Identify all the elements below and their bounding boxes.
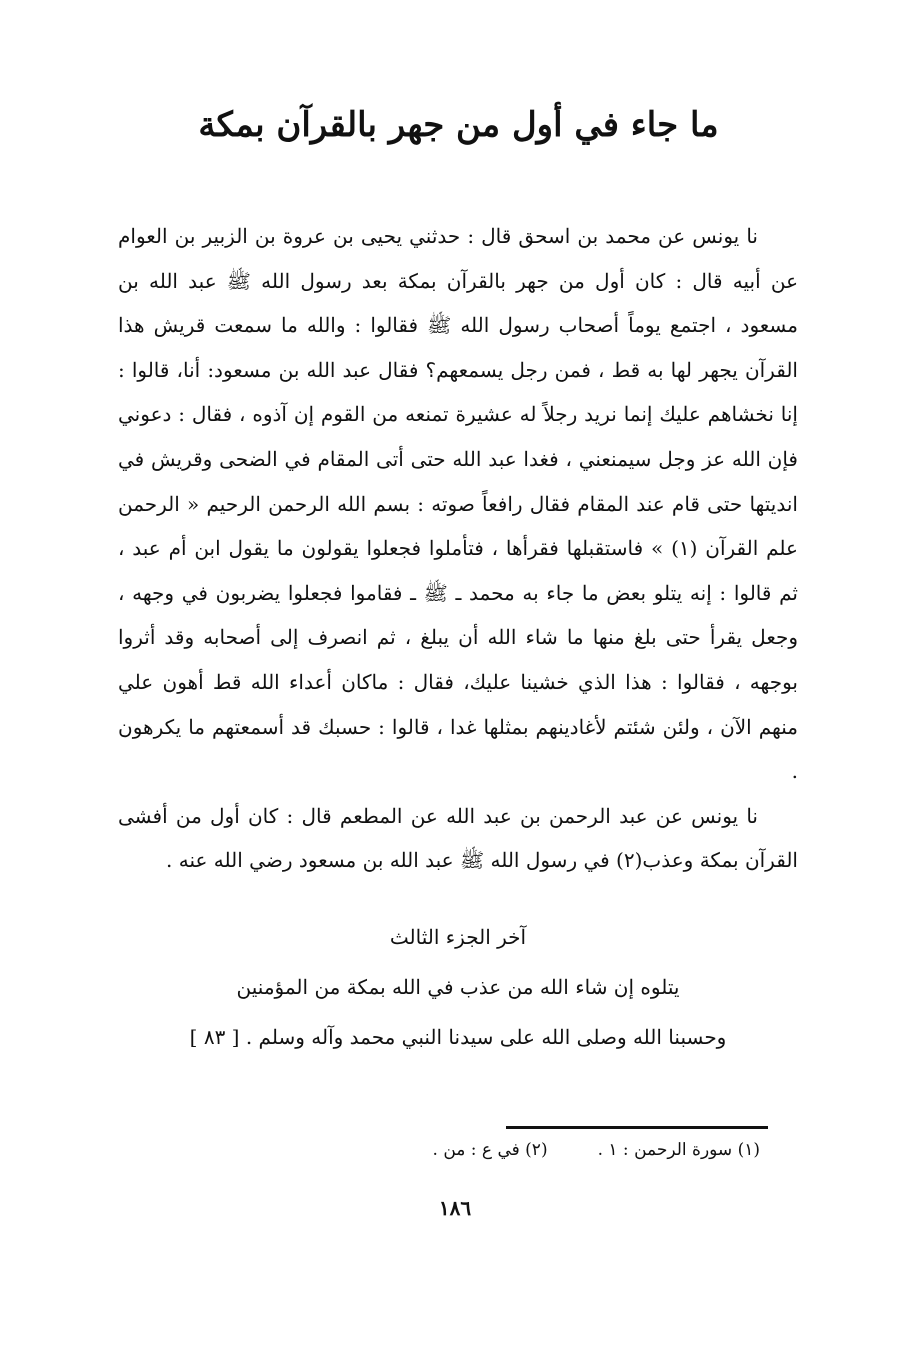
colophon — [118, 912, 798, 1062]
footnote-2: (٢) في ع : من . — [432, 1140, 548, 1160]
paragraph-1: نا يونس عن محمد بن اسحق قال : حدثني يحيى بن عروة بن الزبير بن العوام عن أبيه قال : كان أول من جهر بالقرآن بمكة بعد رسول الله ﷺ عبد الله بن مسعود ، اجتمع يوماً أصحاب رسول الله ﷺ فقالوا : والله ما سمعت قريش هذا القرآن يجهر لها به قط ، فمن رجل يسمعهم؟ فقال عبد الله بن مسعود: أنا، قالوا : إنا نخشاهم عليك إنما نريد رجلاً له عشيرة تمنعه من القوم إن آذوه ، فقال : دعوني فإن الله عز وجل سيمنعني ، فغدا عبد الله حتى أتى المقام في الضحى وقريش في انديتها حتى قام عند المقام فقال رافعاً صوته : بسم الله الرحمن الرحيم « الرحمن علم القرآن (١) » فاستقبلها فقرأها ، فتأملوا فجعلوا يقولون ما يقول ابن أم عبد ، ثم قالوا : إنه يتلو بعض ما جاء به محمد ـ ﷺ ـ فقاموا فجعلوا يضربون في وجهه ، وجعل يقرأ حتى بلغ منها ما شاء الله أن يبلغ ، ثم انصرف إلى أصحابه وقد أثروا بوجهه ، فقالوا : هذا الذي خشينا عليك، فقال : ماكان أعداء الله قط أهون علي منهم الآن ، ولئن شئتم لأغادينهم بمثلها غدا ، قالوا : حسبك قد أسمعتهم ما يكرهون . — [118, 224, 798, 784]
paragraph-2: نا يونس عن عبد الرحمن بن عبد الله عن المطعم قال : كان أول من أفشى القرآن بمكة وعذب(٢) في رسول الله ﷺ عبد الله بن مسعود رضي الله عنه . — [118, 803, 798, 873]
main-text — [118, 214, 798, 883]
footnotes — [360, 1140, 760, 1160]
footnote-1: (١) سورة الرحمن : ١ . — [597, 1140, 760, 1160]
colophon-next-part: يتلوه إن شاء الله من عذب في الله بمكة من المؤمنين — [236, 975, 680, 999]
colophon-doxology: وحسبنا الله وصلى الله على سيدنا النبي محمد وآله وسلم . [ ٨٣ ] — [189, 1025, 727, 1049]
page-number: ١٨٦ — [438, 1196, 472, 1220]
page-title: ما جاء في أول من جهر بالقرآن بمكة — [198, 105, 719, 145]
footnote-divider — [506, 1126, 768, 1129]
colophon-end-of-part: آخر الجزء الثالث — [389, 925, 527, 949]
